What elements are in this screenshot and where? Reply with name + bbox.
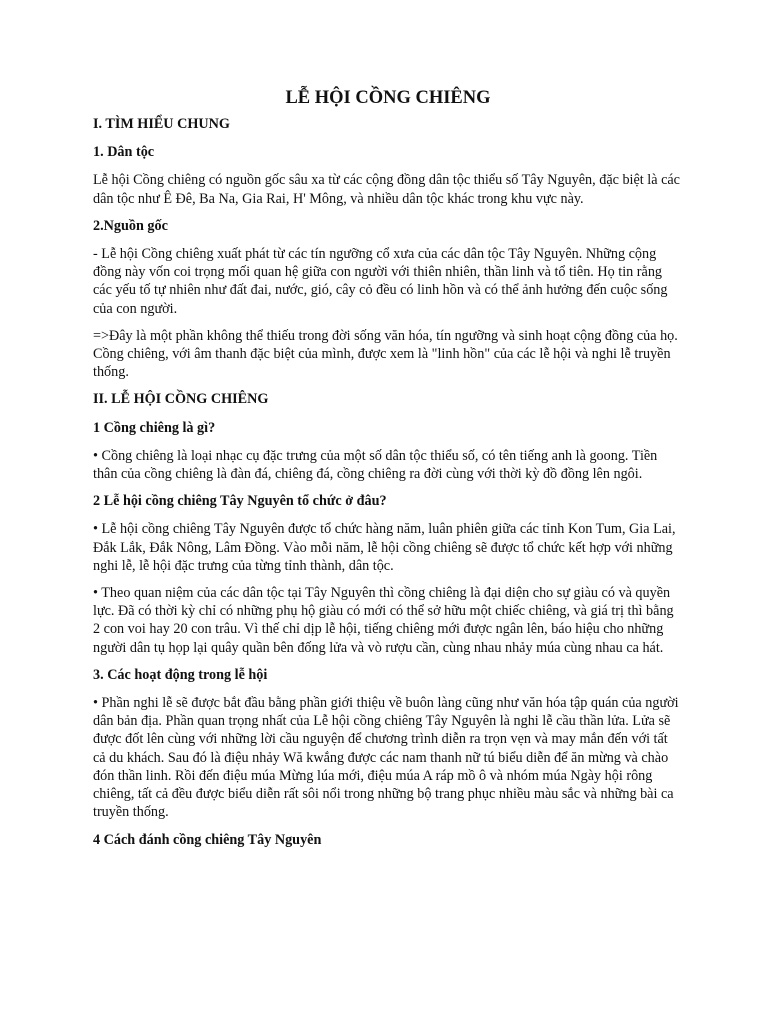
paragraph-hoat-dong: • Phần nghi lễ sẽ được bắt đầu bằng phần giới thiệu về buôn làng cũng như văn hóa tập quán của người dân bản địa. Phần quan trọng nhất của Lễ hội cồng chiêng Tây Nguyên là nghi lễ cầu thần lửa. Lửa sẽ được đốt lên cùng với những lời cầu nguyện để chương trình diễn ra trọn vẹn và may mắn đến với tất cả du khách. Sau đó là điệu nhảy Wă kwắng được các nam thanh nữ tú biểu diễn để ăn mừng và chào đón thần linh. Rồi đến điệu múa Mừng lúa mới, điệu múa A ráp mồ ô và nhóm múa Ngày hội rông chiêng, tất cả đều được biểu diễn rất sôi nổi trong những bộ trang phục nhiều màu sắc và những bài ca truyền thống. (93, 695, 679, 821)
paragraph-nguon-goc-2: =>Đây là một phần không thể thiếu trong đời sống văn hóa, tín ngưỡng và sinh hoạt cộng đồng của họ. Cồng chiêng, với âm thanh đặc biệt của mình, được xem là "linh hồn" của các lễ hội và nghi lễ truyền thống. (93, 327, 678, 381)
section-heading-1: I. TÌM HIỂU CHUNG (93, 116, 230, 132)
document-title: LỄ HỘI CỒNG CHIÊNG (285, 88, 491, 108)
subheading-cach-danh: 4 Cách đánh cồng chiêng Tây Nguyên (93, 831, 322, 848)
section-heading-2: II. LỄ HỘI CỒNG CHIÊNG (93, 391, 269, 408)
subheading-nguon-goc: 2.Nguồn gốc (93, 217, 168, 234)
paragraph-to-chuc-1: • Lễ hội cồng chiêng Tây Nguyên được tổ chức hàng năm, luân phiên giữa các tỉnh Kon Tum, Gia Lai, Đắk Lắk, Đắk Nông, Lâm Đồng. Vào mỗi năm, lễ hội cồng chiêng sẽ được tổ chức kết hợp với những nghi lễ, lễ hội đặc trưng của từng tỉnh thành, dân tộc. (93, 521, 676, 574)
paragraph-to-chuc-2: • Theo quan niệm của các dân tộc tại Tây Nguyên thì cồng chiêng là đại diện cho sự giàu có và quyền lực. Đã có thời kỳ chỉ có những phụ hộ giàu có mới có thể sở hữu một chiếc chiêng, và giá trị thì bằng 2 con voi hay 20 con trâu. Vì thế chỉ dịp lễ hội, tiếng chiêng mới được ngân lên, báo hiệu cho những người dân tụ họp lại quây quần bên đống lửa và vò rượu cần, cùng nhau nhảy múa cùng nhau ca hát. (93, 585, 674, 656)
subheading-dan-toc: 1. Dân tộc (93, 144, 155, 161)
subheading-cong-chieng-la-gi: 1 Cồng chiêng là gì? (93, 419, 216, 436)
paragraph-nguon-goc-1: - Lễ hội Cồng chiêng xuất phát từ các tín ngưỡng cổ xưa của các dân tộc Tây Nguyên. Những cộng đồng này vốn coi trọng mối quan hệ giữa con người với thiên nhiên, thần linh và tổ tiên. Họ tin rằng các yếu tố tự nhiên như đất đai, nước, gió, cây cỏ đều có linh hồn và có thể ảnh hưởng đến cuộc sống của con người. (93, 246, 668, 317)
subheading-to-chuc-o-dau: 2 Lễ hội cồng chiêng Tây Nguyên tổ chức ở đâu? (93, 493, 387, 510)
document-page (93, 86, 683, 859)
paragraph-cong-chieng-la-gi: • Cồng chiêng là loại nhạc cụ đặc trưng của một số dân tộc thiểu số, có tên tiếng anh là goong. Tiền thân của cồng chiêng là đàn đá, chiêng đá, cồng chiêng ra đời cùng với thời kỳ đồ đồng lên ngôi. (93, 447, 658, 483)
paragraph-dan-toc: Lễ hội Cồng chiêng có nguồn gốc sâu xa từ các cộng đồng dân tộc thiểu số Tây Nguyên, đặc biệt là các dân tộc như Ê Đê, Ba Na, Gia Rai, H' Mông, và nhiều dân tộc khác trong khu vực này. (93, 172, 680, 207)
subheading-hoat-dong: 3. Các hoạt động trong lễ hội (93, 666, 268, 683)
